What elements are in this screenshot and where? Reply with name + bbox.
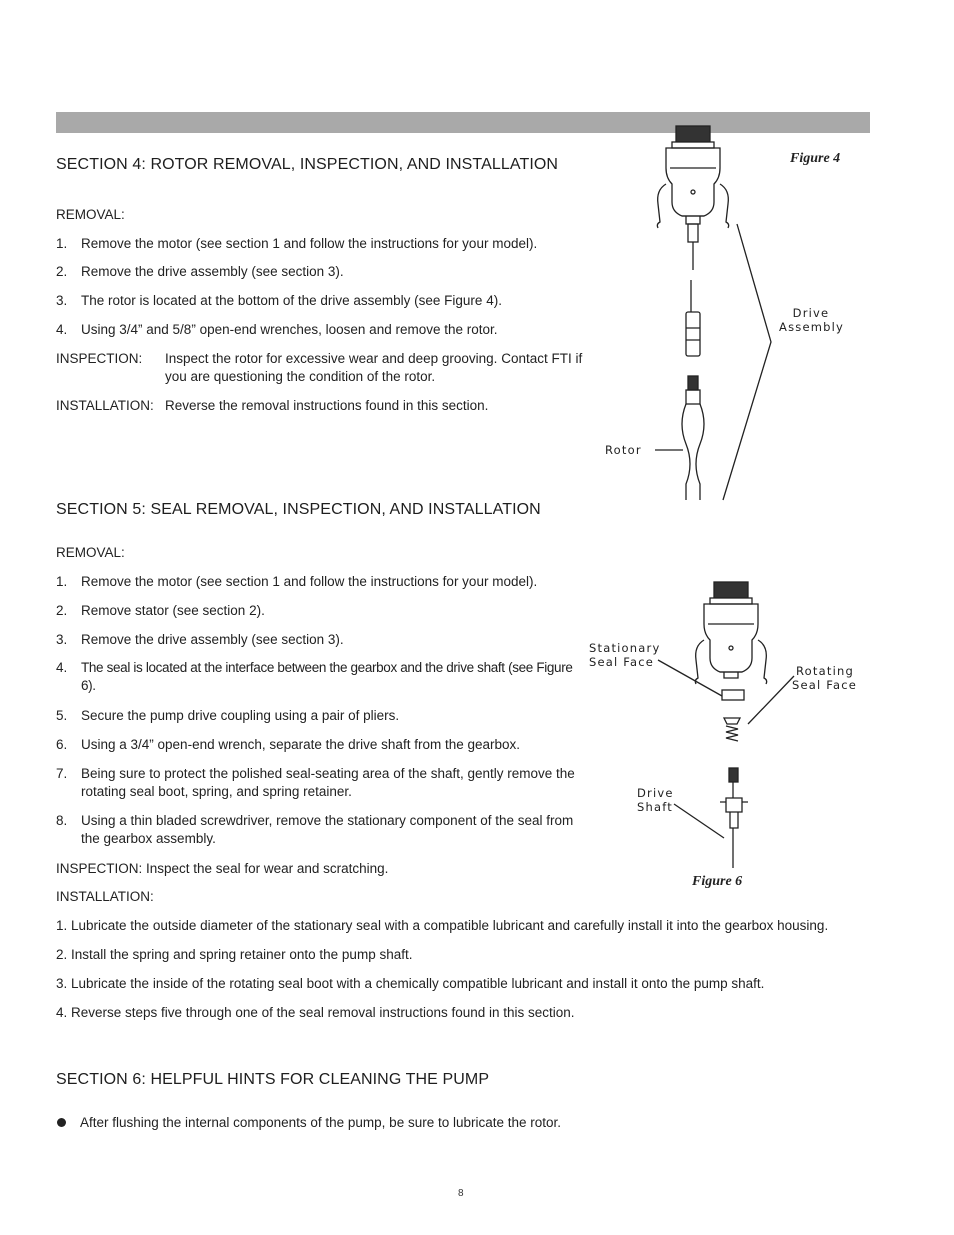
- section-5-heading: SECTION 5: SEAL REMOVAL, INSPECTION, AND INSTALLATION: [56, 501, 541, 518]
- figure-6-label-drive-shaft: Drive Shaft: [637, 786, 674, 814]
- figure-4-label-drive-assembly: Drive Assembly: [779, 306, 845, 334]
- section-5-install-step: 3. Lubricate the inside of the rotating seal boot with a chemically compatible lubricant and install it onto the pump shaft.: [56, 976, 765, 991]
- figure-6-label-stationary: Stationary Seal Face: [589, 641, 661, 669]
- section-5-removal-label: REMOVAL:: [56, 545, 125, 560]
- page-number: 8: [458, 1188, 464, 1199]
- section-4-inspection-text: Inspect the rotor for excessive wear and deep grooving. Contact FTI if you are questioning the condition of the rotor.: [165, 351, 583, 384]
- figure-6-drawing: [650, 578, 880, 878]
- section-5-install-step: 1. Lubricate the outside diameter of the stationary seal with a compatible lubricant and carefully install it into the gearbox housing.: [56, 918, 829, 933]
- section-5-installation-label: INSTALLATION:: [56, 889, 154, 904]
- figure-6-label-rotating: Rotating Seal Face: [792, 664, 858, 692]
- figure-4-caption: Figure 4: [790, 151, 841, 166]
- section-5-inspection: INSPECTION: Inspect the seal for wear and scratching.: [56, 861, 389, 876]
- section-4-inspection-label: INSPECTION:: [56, 351, 143, 366]
- section-4-heading: SECTION 4: ROTOR REMOVAL, INSPECTION, AND INSTALLATION: [56, 156, 559, 173]
- bullet-dot: [57, 1118, 66, 1127]
- section-6-bullet-text: After flushing the internal components of the pump, be sure to lubricate the rotor.: [80, 1115, 562, 1130]
- section-4-installation-label: INSTALLATION:: [56, 398, 154, 413]
- section-4-installation-text: Reverse the removal instructions found in this section.: [165, 398, 489, 413]
- section-6-heading: SECTION 6: HELPFUL HINTS FOR CLEANING THE PUMP: [56, 1071, 490, 1088]
- section-5-install-step: 2. Install the spring and spring retainer onto the pump shaft.: [56, 947, 413, 962]
- section-5-install-step: 4. Reverse steps five through one of the seal removal instructions found in this section.: [56, 1005, 575, 1020]
- section-4-removal-label: REMOVAL:: [56, 207, 125, 222]
- figure-4-label-rotor: Rotor: [605, 443, 642, 457]
- figure-6-caption: Figure 6: [692, 874, 743, 889]
